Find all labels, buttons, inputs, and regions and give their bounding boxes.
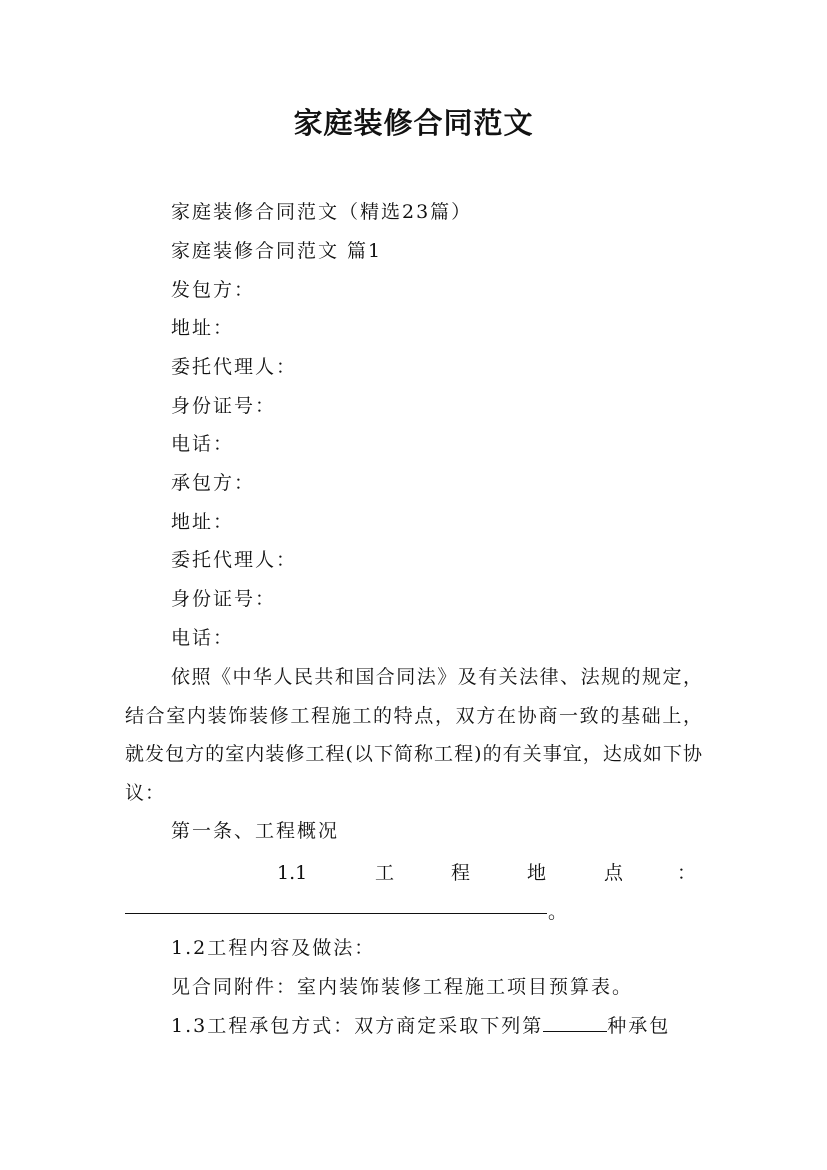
item-1-1-number: 1.1 [277,862,308,884]
location-blank-line [125,913,547,914]
option-blank-line [543,1013,607,1032]
section-heading: 家庭装修合同范文 篇1 [171,240,383,262]
party-a-label: 发包方： [171,279,256,301]
party-b-address: 地址： [171,511,235,533]
item-1-3-text: 1.3工程承包方式：双方商定采取下列第 [171,1015,544,1037]
item-1-1-char-3: 地 [527,862,547,884]
party-b-phone: 电话： [171,627,235,649]
item-1-1-colon: ： [677,862,697,884]
party-a-address: 地址： [171,317,235,339]
party-a-phone: 电话： [171,433,235,455]
item-1-1-char-4: 点 [604,862,624,884]
item-1-1-row [125,858,703,888]
preamble-paragraph: 依照《中华人民共和国合同法》及有关法律、法规的规定，结合室内装饰装修工程施工的特点，双方在协商一致的基础上，就发包方的室内装修工程(以下简称工程)的有关事宜，达成如下协议： [125,666,703,804]
document-subtitle: 家庭装修合同范文（精选23篇） [171,201,473,223]
item-1-2-detail: 见合同附件：室内装饰装修工程施工项目预算表。 [171,976,634,998]
item-1-2: 1.2工程内容及做法： [171,937,376,959]
party-b-id: 身份证号： [171,588,277,610]
party-a-id: 身份证号： [171,395,277,417]
item-1-1-char-1: 工 [375,862,395,884]
item-1-1-char-2: 程 [451,862,471,884]
article-1-heading: 第一条、工程概况 [171,820,340,842]
item-1-3-tail: 种承包 [607,1015,671,1037]
item-1-3-row [171,1013,670,1039]
party-b-agent: 委托代理人： [171,549,298,571]
party-b-label: 承包方： [171,472,256,494]
document-title: 家庭装修合同范文 [293,106,534,140]
party-a-agent: 委托代理人： [171,356,298,378]
item-1-1-period: 。 [548,901,568,923]
